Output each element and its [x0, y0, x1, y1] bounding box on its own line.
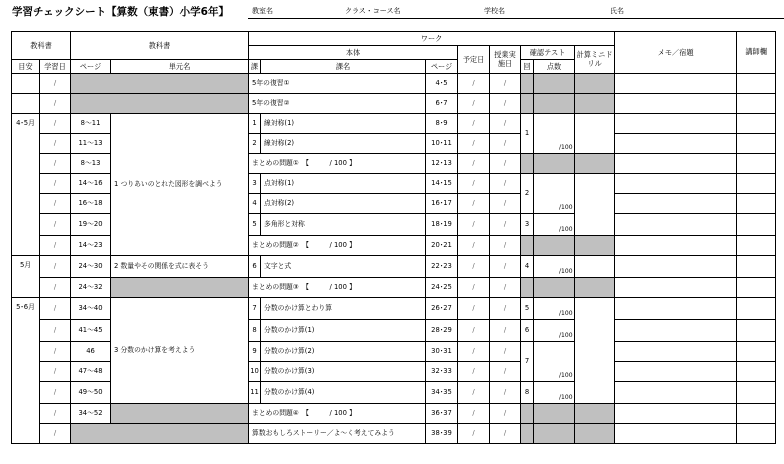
- score-cell[interactable]: /100: [534, 174, 575, 214]
- target-cell: 4･5月: [12, 114, 40, 256]
- work-page-cell: 34･35: [426, 382, 458, 404]
- col-main: 本体: [249, 46, 458, 60]
- table-row: [12, 424, 776, 444]
- col-teacher: 講師欄: [737, 32, 776, 74]
- planned-cell[interactable]: /: [458, 236, 490, 256]
- planned-cell[interactable]: /: [458, 174, 490, 194]
- drill-cell[interactable]: [575, 256, 615, 278]
- page-cell: 24～32: [71, 278, 111, 298]
- done-date-cell[interactable]: /: [490, 114, 521, 134]
- memo-cell[interactable]: [615, 74, 737, 94]
- done-date-cell[interactable]: /: [490, 404, 521, 424]
- teacher-cell[interactable]: [737, 256, 776, 278]
- planned-cell[interactable]: /: [458, 362, 490, 382]
- study-date-cell[interactable]: /: [40, 342, 71, 362]
- memo-cell[interactable]: [615, 256, 737, 278]
- lesson-no-cell: 2: [249, 134, 261, 154]
- work-page-cell: 14･15: [426, 174, 458, 194]
- planned-cell[interactable]: /: [458, 298, 490, 320]
- page-title: 学習チェックシート【算数（東書）小学6年】: [12, 6, 229, 18]
- study-date-cell[interactable]: /: [40, 114, 71, 134]
- col-work-page: ページ: [426, 60, 458, 74]
- study-date-cell[interactable]: /: [40, 214, 71, 236]
- lesson-cell: 5年の復習②: [249, 94, 426, 114]
- teacher-cell[interactable]: [737, 236, 776, 256]
- lesson-cell: 点対称(2): [261, 194, 426, 214]
- done-date-cell[interactable]: /: [490, 74, 521, 94]
- col-unit: 単元名: [111, 60, 249, 74]
- done-date-cell[interactable]: /: [490, 362, 521, 382]
- round-cell: 4: [521, 256, 534, 278]
- study-date-cell[interactable]: /: [40, 404, 71, 424]
- memo-cell[interactable]: [615, 236, 737, 256]
- lesson-no-cell: 6: [249, 256, 261, 278]
- done-date-cell[interactable]: /: [490, 320, 521, 342]
- planned-cell[interactable]: /: [458, 214, 490, 236]
- lesson-cell: 点対称(1): [261, 174, 426, 194]
- round-cell: [521, 424, 534, 444]
- unit-cell: [111, 278, 249, 298]
- lesson-cell: 分数のかけ算(4): [261, 382, 426, 404]
- page-cell: 24～30: [71, 256, 111, 278]
- score-cell: [534, 278, 575, 298]
- memo-cell[interactable]: [615, 382, 737, 404]
- col-lesson: 課名: [261, 60, 426, 74]
- round-cell: 7: [521, 342, 534, 382]
- done-date-cell[interactable]: /: [490, 214, 521, 236]
- study-date-cell[interactable]: /: [40, 298, 71, 320]
- drill-cell: [575, 404, 615, 424]
- sheet-body: [12, 74, 776, 444]
- work-page-cell: 8･9: [426, 114, 458, 134]
- planned-cell[interactable]: /: [458, 424, 490, 444]
- page-cell: 14～16: [71, 174, 111, 194]
- score-cell: [534, 154, 575, 174]
- study-date-cell[interactable]: /: [40, 174, 71, 194]
- study-date-cell[interactable]: /: [40, 424, 71, 444]
- lesson-no-cell: 4: [249, 194, 261, 214]
- page-cell: 8～11: [71, 114, 111, 134]
- lesson-cell: 多角形と対称: [261, 214, 426, 236]
- lesson-cell: 分数のかけ算とわり算: [261, 298, 426, 320]
- done-date-cell[interactable]: /: [490, 154, 521, 174]
- target-cell[interactable]: [12, 94, 40, 114]
- round-cell: 3: [521, 214, 534, 236]
- work-page-cell: 10･11: [426, 134, 458, 154]
- col-target: 目安: [12, 60, 40, 74]
- teacher-cell[interactable]: [737, 94, 776, 114]
- round-cell: 8: [521, 382, 534, 404]
- study-date-cell[interactable]: /: [40, 362, 71, 382]
- table-row: [12, 114, 776, 134]
- lesson-no-cell: 7: [249, 298, 261, 320]
- teacher-cell[interactable]: [737, 362, 776, 382]
- lesson-cell: 線対称(2): [261, 134, 426, 154]
- page-cell: 11～13: [71, 134, 111, 154]
- planned-cell[interactable]: /: [458, 134, 490, 154]
- table-row: [12, 404, 776, 424]
- lesson-no-cell: 10: [249, 362, 261, 382]
- planned-cell[interactable]: /: [458, 404, 490, 424]
- work-page-cell: 20･21: [426, 236, 458, 256]
- memo-cell[interactable]: [615, 114, 737, 134]
- lesson-cell: 分数のかけ算(3): [261, 362, 426, 382]
- work-page-cell: 28･29: [426, 320, 458, 342]
- study-date-cell[interactable]: /: [40, 320, 71, 342]
- table-row: [12, 94, 776, 114]
- drill-cell: [575, 278, 615, 298]
- col-memo: メモ／宿題: [615, 32, 737, 74]
- school-label: 学校名: [484, 7, 505, 15]
- teacher-cell[interactable]: [737, 74, 776, 94]
- name-label: 氏名: [610, 7, 624, 15]
- unit-cell: 3 分数のかけ算を考えよう: [111, 298, 249, 404]
- score-cell[interactable]: /100: [534, 114, 575, 154]
- teacher-cell[interactable]: [737, 342, 776, 362]
- sheet-header: [0, 0, 784, 30]
- memo-cell[interactable]: [615, 214, 737, 236]
- study-date-cell[interactable]: /: [40, 382, 71, 404]
- memo-cell[interactable]: [615, 94, 737, 114]
- col-lesson-no: 課: [249, 60, 261, 74]
- planned-cell[interactable]: /: [458, 278, 490, 298]
- lesson-cell: まとめの問題④ 【 / 100 】: [249, 404, 426, 424]
- score-cell[interactable]: /100: [534, 256, 575, 278]
- work-page-cell: 38･39: [426, 424, 458, 444]
- round-cell: [521, 404, 534, 424]
- col-score: 点数: [534, 60, 575, 74]
- lesson-cell: 文字と式: [261, 256, 426, 278]
- memo-cell[interactable]: [615, 278, 737, 298]
- lesson-cell: まとめの問題② 【 / 100 】: [249, 236, 426, 256]
- score-cell[interactable]: /100: [534, 298, 575, 320]
- score-cell[interactable]: /100: [534, 382, 575, 404]
- page-cell: 16～18: [71, 194, 111, 214]
- work-page-cell: 32･33: [426, 362, 458, 382]
- memo-cell[interactable]: [615, 320, 737, 342]
- study-date-cell[interactable]: /: [40, 154, 71, 174]
- score-cell[interactable]: /100: [534, 320, 575, 342]
- textbook-cell: [71, 74, 249, 94]
- done-date-cell[interactable]: /: [490, 424, 521, 444]
- page-cell: 34～52: [71, 404, 111, 424]
- round-cell: [521, 94, 534, 114]
- teacher-cell[interactable]: [737, 320, 776, 342]
- memo-cell[interactable]: [615, 154, 737, 174]
- teacher-cell[interactable]: [737, 404, 776, 424]
- done-date-cell[interactable]: /: [490, 278, 521, 298]
- col-drill: 計算ミニドリル: [575, 46, 615, 74]
- target-cell: 5･6月: [12, 298, 40, 444]
- done-date-cell[interactable]: /: [490, 194, 521, 214]
- lesson-cell: まとめの問題③ 【 / 100 】: [249, 278, 426, 298]
- work-page-cell: 30･31: [426, 342, 458, 362]
- score-cell: [534, 74, 575, 94]
- study-date-cell[interactable]: /: [40, 134, 71, 154]
- memo-cell[interactable]: [615, 194, 737, 214]
- classroom-label: 教室名: [252, 7, 273, 15]
- table-row: [12, 298, 776, 320]
- drill-cell: [575, 94, 615, 114]
- lesson-no-cell: 8: [249, 320, 261, 342]
- drill-cell: [575, 236, 615, 256]
- page-cell: 47～48: [71, 362, 111, 382]
- planned-cell[interactable]: /: [458, 256, 490, 278]
- round-cell: 1: [521, 114, 534, 154]
- done-date-cell[interactable]: /: [490, 94, 521, 114]
- work-page-cell: 18･19: [426, 214, 458, 236]
- lesson-no-cell: 11: [249, 382, 261, 404]
- planned-cell[interactable]: /: [458, 74, 490, 94]
- teacher-cell[interactable]: [737, 298, 776, 320]
- memo-cell[interactable]: [615, 174, 737, 194]
- col-page: ページ: [71, 60, 111, 74]
- drill-cell[interactable]: [575, 174, 615, 236]
- teacher-cell[interactable]: [737, 194, 776, 214]
- memo-cell[interactable]: [615, 404, 737, 424]
- lesson-no-cell: 5: [249, 214, 261, 236]
- page-cell: 14～23: [71, 236, 111, 256]
- course-label: クラス・コース名: [345, 7, 401, 15]
- work-page-cell: 22･23: [426, 256, 458, 278]
- drill-cell: [575, 154, 615, 174]
- score-cell: [534, 424, 575, 444]
- work-page-cell: 24･25: [426, 278, 458, 298]
- done-date-cell[interactable]: /: [490, 298, 521, 320]
- round-cell: [521, 74, 534, 94]
- teacher-cell[interactable]: [737, 134, 776, 154]
- drill-cell: [575, 424, 615, 444]
- page-cell: 41～45: [71, 320, 111, 342]
- memo-cell[interactable]: [615, 134, 737, 154]
- lesson-cell: 5年の復習①: [249, 74, 426, 94]
- page-cell: 8～13: [71, 154, 111, 174]
- study-date-cell[interactable]: /: [40, 194, 71, 214]
- study-date-cell[interactable]: /: [40, 236, 71, 256]
- done-date-cell[interactable]: /: [490, 342, 521, 362]
- unit-cell: 1 つりあいのとれた図形を調べよう: [111, 114, 249, 256]
- study-date-cell[interactable]: /: [40, 278, 71, 298]
- textbook-cell: [71, 424, 249, 444]
- teacher-cell[interactable]: [737, 278, 776, 298]
- header-underline: [248, 18, 784, 19]
- memo-cell[interactable]: [615, 298, 737, 320]
- teacher-cell[interactable]: [737, 424, 776, 444]
- planned-cell[interactable]: /: [458, 382, 490, 404]
- study-date-cell[interactable]: /: [40, 94, 71, 114]
- col-textbook: 教科書: [12, 32, 71, 60]
- work-page-cell: 12･13: [426, 154, 458, 174]
- work-page-cell: 26･27: [426, 298, 458, 320]
- planned-cell[interactable]: /: [458, 320, 490, 342]
- col-round: 回: [521, 60, 534, 74]
- study-date-cell[interactable]: /: [40, 74, 71, 94]
- teacher-cell[interactable]: [737, 154, 776, 174]
- planned-cell[interactable]: /: [458, 194, 490, 214]
- col-planned: 予定日: [458, 46, 490, 74]
- lesson-no-cell: 1: [249, 114, 261, 134]
- lesson-cell: 算数おもしろストーリー／よ～く考えてみよう: [249, 424, 426, 444]
- col-work: ワーク: [249, 32, 615, 46]
- planned-cell[interactable]: /: [458, 114, 490, 134]
- drill-cell: [575, 74, 615, 94]
- check-sheet-table: [11, 31, 776, 444]
- memo-cell[interactable]: [615, 342, 737, 362]
- lesson-cell: 分数のかけ算(1): [261, 320, 426, 342]
- target-cell: 5月: [12, 256, 40, 298]
- page-cell: 19～20: [71, 214, 111, 236]
- page-cell: 49～50: [71, 382, 111, 404]
- col-done-date: 授業実施日: [490, 46, 521, 74]
- planned-cell[interactable]: /: [458, 154, 490, 174]
- planned-cell[interactable]: /: [458, 94, 490, 114]
- planned-cell[interactable]: /: [458, 342, 490, 362]
- col-study-date: 学習日: [40, 60, 71, 74]
- done-date-cell[interactable]: /: [490, 236, 521, 256]
- round-cell: 2: [521, 174, 534, 214]
- round-cell: 6: [521, 320, 534, 342]
- col-test: 確認テスト: [521, 46, 575, 60]
- round-cell: [521, 236, 534, 256]
- round-cell: [521, 278, 534, 298]
- done-date-cell[interactable]: /: [490, 174, 521, 194]
- score-cell: [534, 236, 575, 256]
- table-row: [12, 74, 776, 94]
- memo-cell[interactable]: [615, 362, 737, 382]
- lesson-no-cell: 3: [249, 174, 261, 194]
- target-cell[interactable]: [12, 74, 40, 94]
- textbook-cell: [71, 94, 249, 114]
- teacher-cell[interactable]: [737, 382, 776, 404]
- teacher-cell[interactable]: [737, 114, 776, 134]
- work-page-cell: 6･7: [426, 94, 458, 114]
- lesson-cell: 分数のかけ算(2): [261, 342, 426, 362]
- teacher-cell[interactable]: [737, 214, 776, 236]
- done-date-cell[interactable]: /: [490, 256, 521, 278]
- work-page-cell: 4･5: [426, 74, 458, 94]
- study-date-cell[interactable]: /: [40, 256, 71, 278]
- table-row: [12, 278, 776, 298]
- teacher-cell[interactable]: [737, 174, 776, 194]
- unit-cell: [111, 404, 249, 424]
- done-date-cell[interactable]: /: [490, 382, 521, 404]
- round-cell: 5: [521, 298, 534, 320]
- done-date-cell[interactable]: /: [490, 134, 521, 154]
- lesson-cell: まとめの問題① 【 / 100 】: [249, 154, 426, 174]
- round-cell: [521, 154, 534, 174]
- score-cell: [534, 94, 575, 114]
- memo-cell[interactable]: [615, 424, 737, 444]
- col-textbook2: 教科書: [71, 32, 249, 60]
- page-cell: 46: [71, 342, 111, 362]
- lesson-no-cell: 9: [249, 342, 261, 362]
- drill-cell[interactable]: [575, 298, 615, 404]
- unit-cell: 2 数量やその関係を式に表そう: [111, 256, 249, 278]
- score-cell: [534, 404, 575, 424]
- score-cell[interactable]: /100: [534, 214, 575, 236]
- table-row: [12, 256, 776, 278]
- drill-cell[interactable]: [575, 114, 615, 154]
- work-page-cell: 16･17: [426, 194, 458, 214]
- page-cell: 34～40: [71, 298, 111, 320]
- lesson-cell: 線対称(1): [261, 114, 426, 134]
- score-cell[interactable]: /100: [534, 342, 575, 382]
- work-page-cell: 36･37: [426, 404, 458, 424]
